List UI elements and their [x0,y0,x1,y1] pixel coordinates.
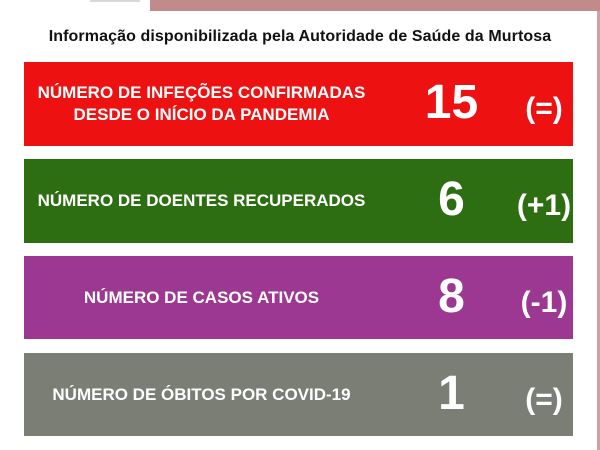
stat-label: NÚMERO DE ÓBITOS POR COVID-19 [52,384,351,404]
stat-row-active-cases [24,256,573,339]
stat-label: NÚMERO DE INFEÇÕES CONFIRMADAS DESDE O INÍCIO DA PANDEMIA [37,82,366,124]
stat-label: NÚMERO DE DOENTES RECUPERADOS [37,190,366,210]
stat-value-group [404,368,589,418]
page-title: Informação disponibilizada pela Autoridade de Saúde da Murtosa [48,28,552,45]
stat-label: NÚMERO DE CASOS ATIVOS [83,287,320,307]
stat-value-group [404,172,589,226]
stat-value-group [404,75,589,129]
stat-value: 15 [424,75,479,129]
stat-value: 8 [438,269,465,323]
stat-delta: (+1) [516,188,572,222]
stat-row-confirmed-infections [24,62,573,146]
stat-row-recovered-patients [24,159,573,243]
stat-value: 6 [438,172,465,226]
stats-list [24,62,573,436]
top-accent-bar [150,0,600,11]
top-left-sliver-decoration [90,0,140,2]
stat-value-group [404,271,589,321]
stat-value: 1 [438,366,465,420]
stat-delta: (=) [525,91,563,125]
stat-delta: (-1) [520,285,568,319]
stat-delta: (=) [525,382,563,416]
stat-row-covid-deaths [24,353,573,436]
